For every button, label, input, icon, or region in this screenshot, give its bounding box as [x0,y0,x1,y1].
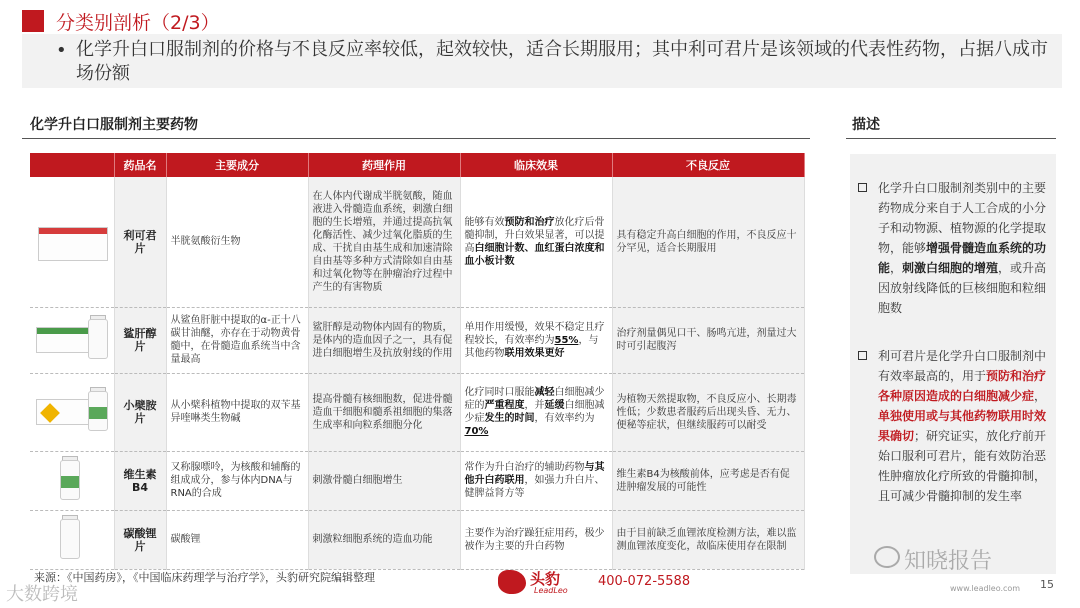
table-row [30,177,804,307]
drug-table [30,153,805,570]
table-section-title: 化学升白口服制剂主要药物 [30,117,198,133]
drug-name: 维生素B4 [114,451,166,510]
leopard-icon [498,570,526,594]
website: www.leadleo.com [950,584,1021,593]
drug-adverse: 由于目前缺乏血锂浓度检测方法，难以监测血锂浓度变化，故临床使用存在限制 [612,510,804,569]
column-header: 临床效果 [460,153,612,177]
column-header: 主要成分 [166,153,308,177]
table-row [30,373,804,451]
column-header: 不良反应 [612,153,804,177]
divider [846,138,1056,139]
image-col-header [30,153,114,177]
drug-image-cell [30,451,114,510]
drug-clinical: 常作为升白治疗的辅助药物与其他升白药联用，如强力升白片、健脾益肾方等 [460,451,612,510]
watermark: 知晓报告 [904,549,993,574]
bullet-dot-icon: • [56,40,67,61]
divider [22,138,810,139]
drug-clinical: 能够有效预防和治疗放化疗后骨髓抑制，升白效果显著，可以提高白细胞计数、血红蛋白浓度和血小板计数 [460,177,612,307]
title-accent-bar [22,10,44,32]
drug-pharmacology: 在人体内代谢成半胱氨酸，随血液进入骨髓造血系统，刺激白细胞的生长增殖，并通过提高抗氧化酶活性、减少过氧化脂质的生成、干扰自由基生成和加速清除自由基等多种方式清除如自由基和过氧化物等在肿瘤治疗过程中产生的有害物质 [308,177,460,307]
brand-logo: 头豹 LeadLeo [498,568,588,596]
source-note: 来源：《中国药房》，《中国临床药理学与治疗学》，头豹研究院编辑整理 [34,571,375,584]
drug-adverse: 具有稳定升高白细胞的作用，不良反应十分罕见，适合长期服用 [612,177,804,307]
drug-clinical: 主要作为治疗躁狂症用药，极少被作为主要的升白药物 [460,510,612,569]
drug-pharmacology: 刺激骨髓白细胞增生 [308,451,460,510]
drug-ingredient: 又称腺嘌呤，为核酸和辅酶的组成成分，参与体内DNA与RNA的合成 [166,451,308,510]
drug-package-image [32,385,114,439]
drug-pharmacology: 鲨肝醇是动物体内固有的物质，是体内的造血因子之一，具有促进白细胞增生及抗放射线的作用 [308,307,460,373]
table-row [30,510,804,569]
drug-image-cell [30,510,114,569]
drug-clinical: 单用作用缓慢，效果不稳定且疗程较长，有效率约为55%，与其他药物联用效果更好 [460,307,612,373]
drug-ingredient: 从小檗科植物中提取的双苄基异喹啉类生物碱 [166,373,308,451]
drug-adverse: 维生素B4为核酸前体，应考虑是否有促进肿瘤发展的可能性 [612,451,804,510]
description-section-title: 描述 [852,117,880,133]
wechat-icon [874,546,900,568]
drug-name: 碳酸锂片 [114,510,166,569]
column-header: 药品名 [114,153,166,177]
page-title: 分类别剖析（2/3） [56,12,220,34]
drug-image-cell [30,177,114,307]
page-number: 15 [1040,578,1054,591]
checkbox-bullet-icon [858,183,867,192]
table-row [30,307,804,373]
drug-pharmacology: 刺激粒细胞系统的造血功能 [308,510,460,569]
drug-adverse: 治疗剂量偶见口干、肠鸣亢进，剂量过大时可引起腹泻 [612,307,804,373]
drug-image-cell [30,307,114,373]
drug-pharmacology: 提高骨髓有核细胞数，促进骨髓造血干细胞和髓系祖细胞的集落生成率和向粒系细胞分化 [308,373,460,451]
drug-image-cell [30,373,114,451]
drug-ingredient: 从鲨鱼肝脏中提取的α-正十八碳甘油醚，亦存在于动物黄骨髓中，在骨髓造血系统当中含量最高 [166,307,308,373]
table-header-row [30,153,804,177]
drug-ingredient: 碳酸锂 [166,510,308,569]
watermark: 大数跨境 [6,584,78,605]
column-header: 药理作用 [308,153,460,177]
description-item: 利可君片是化学升白口服制剂中有效率最高的，用于预防和治疗各种原因造成的白细胞减少症，单独使用或与其他药物联用时效果确切；研究证实，放化疗前开始口服利可君片，能有效防治恶性肿瘤放化疗所致的骨髓抑制，且可减少骨髓抑制的发生率 [858,346,1050,506]
drug-name: 小檗胺片 [114,373,166,451]
drug-ingredient: 半胱氨酸衍生物 [166,177,308,307]
drug-name: 利可君片 [114,177,166,307]
drug-package-image [32,454,114,508]
drug-package-image [32,313,114,367]
drug-package-image [32,513,114,567]
table-row [30,451,804,510]
phone-number: 400-072-5588 [598,574,691,589]
drug-adverse: 为植物天然提取物，不良反应小、长期毒性低；少数患者服药后出现头昏、无力、便秘等症状，但继续服药可以耐受 [612,373,804,451]
drug-package-image [32,215,114,269]
drug-clinical: 化疗同时口服能减轻白细胞减少症的严重程度，并延缓白细胞减少症发生的时间，有效率约为70% [460,373,612,451]
checkbox-bullet-icon [858,351,867,360]
headline-text: 化学升白口服制剂的价格与不良反应率较低，起效较快，适合长期服用；其中利可君片是该领域的代表性药物，占据八成市场份额 [76,39,1048,84]
description-item: 化学升白口服制剂类别中的主要药物成分来自于人工合成的小分子和动物源、植物源的化学提取物，能够增强骨髓造血系统的功能，刺激白细胞的增殖，或升高因放射线降低的巨核细胞和粒细胞数 [858,178,1050,318]
drug-name: 鲨肝醇片 [114,307,166,373]
